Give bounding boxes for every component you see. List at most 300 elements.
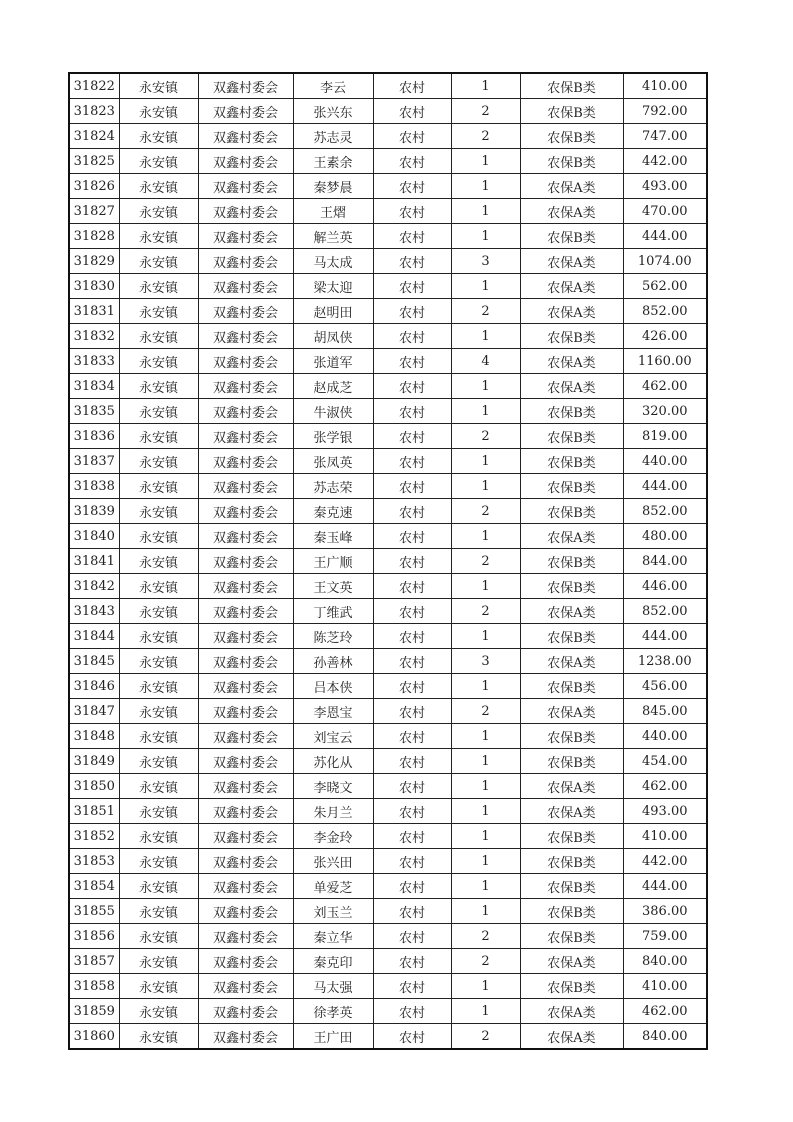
- table-row: [69, 674, 707, 699]
- cell-town: 永安镇: [119, 474, 198, 499]
- cell-insurance-type: 农保A类: [520, 649, 623, 674]
- cell-town: 永安镇: [119, 374, 198, 399]
- cell-household-count: 2: [451, 924, 520, 949]
- cell-area-type: 农村: [373, 399, 451, 424]
- cell-area-type: 农村: [373, 1024, 451, 1050]
- cell-insurance-type: 农保A类: [520, 949, 623, 974]
- cell-insurance-type: 农保A类: [520, 699, 623, 724]
- cell-serial-number: 31830: [69, 274, 119, 299]
- cell-insurance-type: 农保B类: [520, 574, 623, 599]
- cell-village-committee: 双鑫村委会: [198, 924, 293, 949]
- cell-insurance-type: 农保B类: [520, 99, 623, 124]
- cell-area-type: 农村: [373, 724, 451, 749]
- cell-amount: 493.00: [623, 174, 707, 199]
- cell-area-type: 农村: [373, 674, 451, 699]
- cell-serial-number: 31827: [69, 199, 119, 224]
- cell-area-type: 农村: [373, 949, 451, 974]
- cell-village-committee: 双鑫村委会: [198, 474, 293, 499]
- cell-village-committee: 双鑫村委会: [198, 399, 293, 424]
- cell-town: 永安镇: [119, 324, 198, 349]
- cell-area-type: 农村: [373, 624, 451, 649]
- table-row: [69, 699, 707, 724]
- cell-area-type: 农村: [373, 524, 451, 549]
- cell-area-type: 农村: [373, 324, 451, 349]
- cell-village-committee: 双鑫村委会: [198, 749, 293, 774]
- table-row: [69, 549, 707, 574]
- cell-town: 永安镇: [119, 574, 198, 599]
- cell-town: 永安镇: [119, 999, 198, 1024]
- table-row: [69, 799, 707, 824]
- cell-serial-number: 31835: [69, 399, 119, 424]
- cell-serial-number: 31842: [69, 574, 119, 599]
- cell-village-committee: 双鑫村委会: [198, 199, 293, 224]
- cell-name: 张兴田: [293, 849, 373, 874]
- cell-insurance-type: 农保B类: [520, 674, 623, 699]
- cell-amount: 442.00: [623, 149, 707, 174]
- cell-household-count: 2: [451, 1024, 520, 1050]
- cell-household-count: 2: [451, 124, 520, 149]
- table-row: [69, 649, 707, 674]
- cell-amount: 456.00: [623, 674, 707, 699]
- cell-name: 张学银: [293, 424, 373, 449]
- table-row: [69, 73, 707, 99]
- cell-village-committee: 双鑫村委会: [198, 724, 293, 749]
- cell-household-count: 2: [451, 424, 520, 449]
- cell-household-count: 1: [451, 624, 520, 649]
- cell-insurance-type: 农保B类: [520, 924, 623, 949]
- table-body: [69, 73, 707, 1049]
- cell-serial-number: 31854: [69, 874, 119, 899]
- cell-insurance-type: 农保B类: [520, 974, 623, 999]
- cell-household-count: 4: [451, 349, 520, 374]
- cell-household-count: 1: [451, 449, 520, 474]
- cell-town: 永安镇: [119, 149, 198, 174]
- cell-town: 永安镇: [119, 724, 198, 749]
- cell-amount: 840.00: [623, 1024, 707, 1050]
- cell-name: 王广顺: [293, 549, 373, 574]
- cell-name: 秦立华: [293, 924, 373, 949]
- cell-name: 梁太迎: [293, 274, 373, 299]
- cell-village-committee: 双鑫村委会: [198, 374, 293, 399]
- cell-serial-number: 31843: [69, 599, 119, 624]
- cell-insurance-type: 农保B类: [520, 474, 623, 499]
- cell-insurance-type: 农保B类: [520, 849, 623, 874]
- cell-town: 永安镇: [119, 974, 198, 999]
- cell-village-committee: 双鑫村委会: [198, 999, 293, 1024]
- cell-serial-number: 31849: [69, 749, 119, 774]
- cell-household-count: 1: [451, 999, 520, 1024]
- cell-insurance-type: 农保A类: [520, 1024, 623, 1050]
- cell-area-type: 农村: [373, 899, 451, 924]
- cell-serial-number: 31833: [69, 349, 119, 374]
- cell-household-count: 1: [451, 724, 520, 749]
- cell-town: 永安镇: [119, 199, 198, 224]
- cell-name: 张道军: [293, 349, 373, 374]
- cell-insurance-type: 农保B类: [520, 324, 623, 349]
- cell-serial-number: 31837: [69, 449, 119, 474]
- cell-village-committee: 双鑫村委会: [198, 899, 293, 924]
- table-row: [69, 249, 707, 274]
- cell-serial-number: 31839: [69, 499, 119, 524]
- cell-village-committee: 双鑫村委会: [198, 824, 293, 849]
- cell-name: 苏化从: [293, 749, 373, 774]
- cell-town: 永安镇: [119, 249, 198, 274]
- cell-amount: 426.00: [623, 324, 707, 349]
- cell-serial-number: 31847: [69, 699, 119, 724]
- cell-name: 李晓文: [293, 774, 373, 799]
- table-row: [69, 99, 707, 124]
- cell-town: 永安镇: [119, 224, 198, 249]
- table-row: [69, 949, 707, 974]
- cell-amount: 444.00: [623, 224, 707, 249]
- cell-amount: 852.00: [623, 499, 707, 524]
- cell-area-type: 农村: [373, 799, 451, 824]
- table-row: [69, 1024, 707, 1050]
- cell-household-count: 1: [451, 974, 520, 999]
- cell-name: 胡凤侠: [293, 324, 373, 349]
- cell-household-count: 1: [451, 874, 520, 899]
- cell-household-count: 2: [451, 499, 520, 524]
- cell-household-count: 1: [451, 274, 520, 299]
- cell-serial-number: 31824: [69, 124, 119, 149]
- cell-town: 永安镇: [119, 449, 198, 474]
- cell-amount: 1160.00: [623, 349, 707, 374]
- cell-insurance-type: 农保A类: [520, 374, 623, 399]
- cell-insurance-type: 农保A类: [520, 249, 623, 274]
- cell-household-count: 1: [451, 324, 520, 349]
- cell-village-committee: 双鑫村委会: [198, 649, 293, 674]
- cell-village-committee: 双鑫村委会: [198, 124, 293, 149]
- cell-insurance-type: 农保A类: [520, 999, 623, 1024]
- cell-household-count: 2: [451, 549, 520, 574]
- cell-village-committee: 双鑫村委会: [198, 224, 293, 249]
- cell-serial-number: 31822: [69, 73, 119, 99]
- cell-household-count: 3: [451, 249, 520, 274]
- cell-amount: 410.00: [623, 974, 707, 999]
- cell-area-type: 农村: [373, 924, 451, 949]
- cell-name: 丁维武: [293, 599, 373, 624]
- table-row: [69, 499, 707, 524]
- cell-amount: 410.00: [623, 73, 707, 99]
- cell-village-committee: 双鑫村委会: [198, 174, 293, 199]
- cell-name: 解兰英: [293, 224, 373, 249]
- cell-name: 王广田: [293, 1024, 373, 1050]
- cell-town: 永安镇: [119, 799, 198, 824]
- cell-area-type: 农村: [373, 424, 451, 449]
- table-row: [69, 474, 707, 499]
- cell-town: 永安镇: [119, 774, 198, 799]
- cell-household-count: 1: [451, 774, 520, 799]
- cell-name: 秦克速: [293, 499, 373, 524]
- cell-area-type: 农村: [373, 99, 451, 124]
- cell-insurance-type: 农保B类: [520, 124, 623, 149]
- cell-town: 永安镇: [119, 899, 198, 924]
- table-row: [69, 524, 707, 549]
- cell-area-type: 农村: [373, 649, 451, 674]
- cell-household-count: 1: [451, 374, 520, 399]
- cell-insurance-type: 农保B类: [520, 824, 623, 849]
- cell-name: 苏志荣: [293, 474, 373, 499]
- cell-serial-number: 31831: [69, 299, 119, 324]
- cell-insurance-type: 农保A类: [520, 274, 623, 299]
- cell-insurance-type: 农保A类: [520, 599, 623, 624]
- table-row: [69, 324, 707, 349]
- cell-serial-number: 31858: [69, 974, 119, 999]
- table-row: [69, 999, 707, 1024]
- cell-insurance-type: 农保B类: [520, 749, 623, 774]
- cell-area-type: 农村: [373, 599, 451, 624]
- cell-area-type: 农村: [373, 574, 451, 599]
- cell-amount: 844.00: [623, 549, 707, 574]
- cell-insurance-type: 农保B类: [520, 449, 623, 474]
- cell-area-type: 农村: [373, 374, 451, 399]
- cell-town: 永安镇: [119, 349, 198, 374]
- cell-area-type: 农村: [373, 699, 451, 724]
- cell-name: 秦梦晨: [293, 174, 373, 199]
- cell-area-type: 农村: [373, 774, 451, 799]
- cell-village-committee: 双鑫村委会: [198, 774, 293, 799]
- cell-village-committee: 双鑫村委会: [198, 249, 293, 274]
- table-row: [69, 274, 707, 299]
- cell-town: 永安镇: [119, 524, 198, 549]
- cell-town: 永安镇: [119, 949, 198, 974]
- cell-town: 永安镇: [119, 749, 198, 774]
- cell-amount: 444.00: [623, 624, 707, 649]
- cell-household-count: 2: [451, 299, 520, 324]
- cell-insurance-type: 农保B类: [520, 549, 623, 574]
- cell-amount: 440.00: [623, 449, 707, 474]
- cell-serial-number: 31828: [69, 224, 119, 249]
- cell-household-count: 2: [451, 599, 520, 624]
- cell-name: 王素余: [293, 149, 373, 174]
- cell-area-type: 农村: [373, 249, 451, 274]
- cell-name: 赵成芝: [293, 374, 373, 399]
- cell-serial-number: 31838: [69, 474, 119, 499]
- cell-amount: 410.00: [623, 824, 707, 849]
- cell-area-type: 农村: [373, 199, 451, 224]
- cell-serial-number: 31852: [69, 824, 119, 849]
- cell-name: 王熠: [293, 199, 373, 224]
- cell-serial-number: 31851: [69, 799, 119, 824]
- table-row: [69, 299, 707, 324]
- cell-insurance-type: 农保B类: [520, 224, 623, 249]
- cell-area-type: 农村: [373, 349, 451, 374]
- table-row: [69, 599, 707, 624]
- cell-amount: 444.00: [623, 874, 707, 899]
- cell-name: 李金玲: [293, 824, 373, 849]
- cell-serial-number: 31825: [69, 149, 119, 174]
- cell-household-count: 3: [451, 649, 520, 674]
- cell-name: 孙善林: [293, 649, 373, 674]
- cell-village-committee: 双鑫村委会: [198, 849, 293, 874]
- cell-area-type: 农村: [373, 474, 451, 499]
- cell-town: 永安镇: [119, 299, 198, 324]
- cell-household-count: 2: [451, 99, 520, 124]
- cell-amount: 442.00: [623, 849, 707, 874]
- table-row: [69, 424, 707, 449]
- cell-amount: 440.00: [623, 724, 707, 749]
- cell-village-committee: 双鑫村委会: [198, 699, 293, 724]
- cell-household-count: 1: [451, 474, 520, 499]
- cell-town: 永安镇: [119, 874, 198, 899]
- cell-village-committee: 双鑫村委会: [198, 574, 293, 599]
- table-row: [69, 724, 707, 749]
- cell-amount: 562.00: [623, 274, 707, 299]
- cell-serial-number: 31859: [69, 999, 119, 1024]
- cell-town: 永安镇: [119, 549, 198, 574]
- cell-town: 永安镇: [119, 674, 198, 699]
- cell-area-type: 农村: [373, 849, 451, 874]
- cell-amount: 320.00: [623, 399, 707, 424]
- cell-insurance-type: 农保A类: [520, 774, 623, 799]
- cell-serial-number: 31845: [69, 649, 119, 674]
- cell-town: 永安镇: [119, 274, 198, 299]
- cell-town: 永安镇: [119, 699, 198, 724]
- cell-town: 永安镇: [119, 1024, 198, 1050]
- cell-name: 刘宝云: [293, 724, 373, 749]
- cell-town: 永安镇: [119, 99, 198, 124]
- cell-serial-number: 31856: [69, 924, 119, 949]
- cell-town: 永安镇: [119, 649, 198, 674]
- cell-name: 秦克印: [293, 949, 373, 974]
- cell-insurance-type: 农保A类: [520, 524, 623, 549]
- cell-serial-number: 31840: [69, 524, 119, 549]
- cell-amount: 480.00: [623, 524, 707, 549]
- cell-amount: 462.00: [623, 774, 707, 799]
- cell-name: 赵明田: [293, 299, 373, 324]
- cell-household-count: 1: [451, 899, 520, 924]
- table-row: [69, 749, 707, 774]
- cell-village-committee: 双鑫村委会: [198, 549, 293, 574]
- table-row: [69, 174, 707, 199]
- cell-village-committee: 双鑫村委会: [198, 1024, 293, 1050]
- cell-household-count: 1: [451, 524, 520, 549]
- cell-town: 永安镇: [119, 424, 198, 449]
- cell-serial-number: 31860: [69, 1024, 119, 1050]
- cell-insurance-type: 农保B类: [520, 624, 623, 649]
- cell-amount: 386.00: [623, 899, 707, 924]
- cell-town: 永安镇: [119, 849, 198, 874]
- cell-household-count: 1: [451, 73, 520, 99]
- cell-insurance-type: 农保B类: [520, 899, 623, 924]
- cell-name: 刘玉兰: [293, 899, 373, 924]
- cell-amount: 462.00: [623, 374, 707, 399]
- table-row: [69, 899, 707, 924]
- cell-village-committee: 双鑫村委会: [198, 349, 293, 374]
- cell-town: 永安镇: [119, 399, 198, 424]
- table-row: [69, 624, 707, 649]
- cell-name: 马太强: [293, 974, 373, 999]
- cell-village-committee: 双鑫村委会: [198, 324, 293, 349]
- cell-town: 永安镇: [119, 124, 198, 149]
- cell-amount: 462.00: [623, 999, 707, 1024]
- cell-serial-number: 31855: [69, 899, 119, 924]
- cell-name: 张兴东: [293, 99, 373, 124]
- cell-town: 永安镇: [119, 924, 198, 949]
- cell-amount: 1238.00: [623, 649, 707, 674]
- cell-town: 永安镇: [119, 73, 198, 99]
- cell-village-committee: 双鑫村委会: [198, 149, 293, 174]
- cell-village-committee: 双鑫村委会: [198, 874, 293, 899]
- cell-area-type: 农村: [373, 299, 451, 324]
- cell-area-type: 农村: [373, 73, 451, 99]
- cell-name: 陈芝玲: [293, 624, 373, 649]
- cell-village-committee: 双鑫村委会: [198, 674, 293, 699]
- cell-household-count: 2: [451, 949, 520, 974]
- table-row: [69, 124, 707, 149]
- cell-area-type: 农村: [373, 824, 451, 849]
- cell-insurance-type: 农保B类: [520, 424, 623, 449]
- cell-serial-number: 31857: [69, 949, 119, 974]
- cell-amount: 792.00: [623, 99, 707, 124]
- cell-household-count: 1: [451, 399, 520, 424]
- cell-name: 秦玉峰: [293, 524, 373, 549]
- cell-village-committee: 双鑫村委会: [198, 99, 293, 124]
- cell-household-count: 2: [451, 699, 520, 724]
- cell-insurance-type: 农保B类: [520, 73, 623, 99]
- cell-serial-number: 31850: [69, 774, 119, 799]
- cell-area-type: 农村: [373, 999, 451, 1024]
- table-row: [69, 849, 707, 874]
- table-row: [69, 199, 707, 224]
- cell-village-committee: 双鑫村委会: [198, 524, 293, 549]
- table-row: [69, 924, 707, 949]
- cell-amount: 446.00: [623, 574, 707, 599]
- cell-area-type: 农村: [373, 874, 451, 899]
- cell-serial-number: 31829: [69, 249, 119, 274]
- cell-insurance-type: 农保B类: [520, 724, 623, 749]
- subsidy-table: [68, 72, 708, 1050]
- cell-name: 马太成: [293, 249, 373, 274]
- table-row: [69, 349, 707, 374]
- cell-name: 单爱芝: [293, 874, 373, 899]
- cell-serial-number: 31841: [69, 549, 119, 574]
- cell-name: 徐孝英: [293, 999, 373, 1024]
- cell-area-type: 农村: [373, 149, 451, 174]
- cell-village-committee: 双鑫村委会: [198, 73, 293, 99]
- cell-amount: 845.00: [623, 699, 707, 724]
- cell-name: 李恩宝: [293, 699, 373, 724]
- cell-name: 李云: [293, 73, 373, 99]
- cell-serial-number: 31844: [69, 624, 119, 649]
- cell-area-type: 农村: [373, 224, 451, 249]
- cell-village-committee: 双鑫村委会: [198, 449, 293, 474]
- table-row: [69, 574, 707, 599]
- cell-area-type: 农村: [373, 174, 451, 199]
- cell-area-type: 农村: [373, 449, 451, 474]
- cell-serial-number: 31826: [69, 174, 119, 199]
- cell-serial-number: 31846: [69, 674, 119, 699]
- cell-village-committee: 双鑫村委会: [198, 299, 293, 324]
- table-row: [69, 774, 707, 799]
- cell-amount: 1074.00: [623, 249, 707, 274]
- cell-household-count: 1: [451, 174, 520, 199]
- cell-town: 永安镇: [119, 499, 198, 524]
- cell-village-committee: 双鑫村委会: [198, 499, 293, 524]
- cell-village-committee: 双鑫村委会: [198, 974, 293, 999]
- cell-household-count: 1: [451, 224, 520, 249]
- cell-town: 永安镇: [119, 824, 198, 849]
- cell-insurance-type: 农保B类: [520, 149, 623, 174]
- table-row: [69, 874, 707, 899]
- cell-amount: 470.00: [623, 199, 707, 224]
- cell-amount: 852.00: [623, 599, 707, 624]
- cell-village-committee: 双鑫村委会: [198, 424, 293, 449]
- cell-village-committee: 双鑫村委会: [198, 949, 293, 974]
- table-row: [69, 399, 707, 424]
- cell-insurance-type: 农保A类: [520, 174, 623, 199]
- table-row: [69, 974, 707, 999]
